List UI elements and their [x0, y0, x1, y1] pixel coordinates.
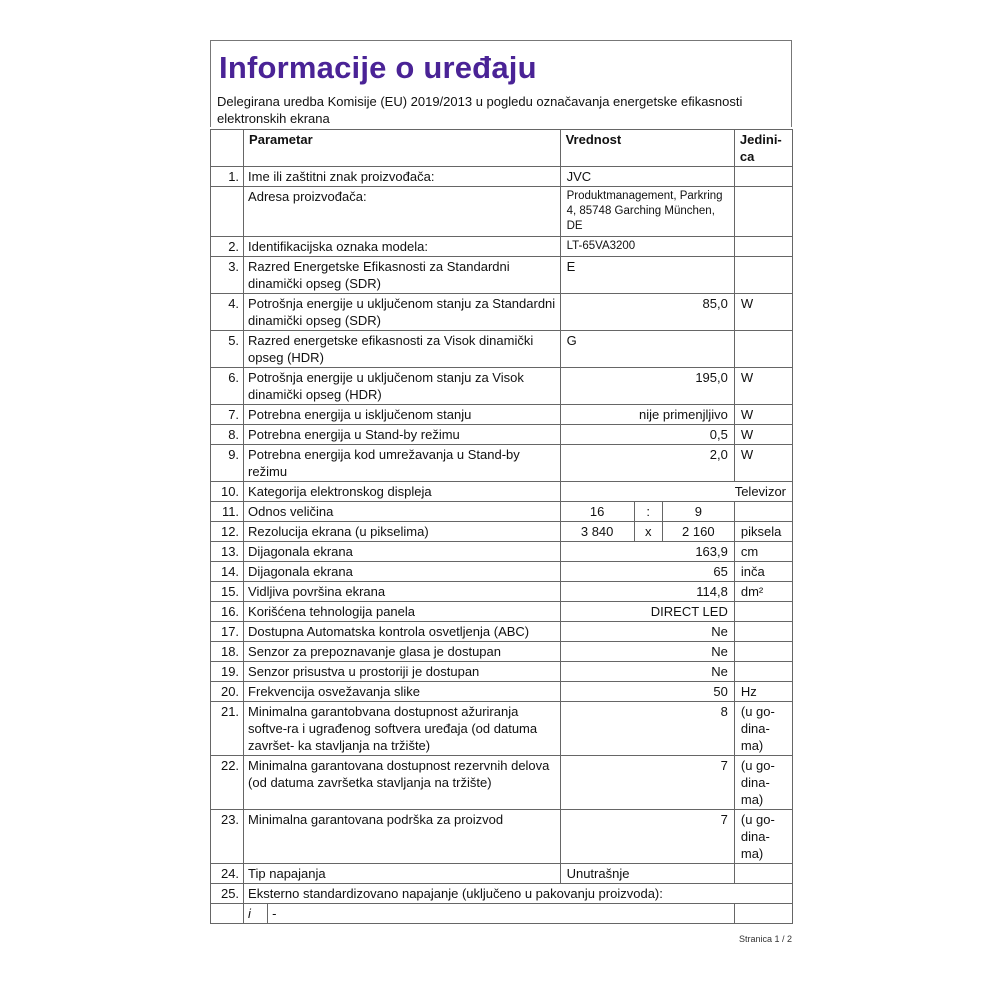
table-row: 1. Ime ili zaštitni znak proizvođača: JVC — [211, 167, 793, 187]
table-row: 6. Potrošnja energije u uključenom stanju za Visok dinamički opseg (HDR) 195,0 W — [211, 368, 793, 405]
table-row: 4. Potrošnja energije u uključenom stanju za Standardni dinamički opseg (SDR) 85,0 W — [211, 294, 793, 331]
table-row: 7. Potrebna energija u isključenom stanju nije primenjljivo W — [211, 405, 793, 425]
table-row: 21. Minimalna garantobvana dostupnost ažuriranja softve-ra i ugrađenog softvera uređaja (od datuma završet- ka stavljanja na tržište) 8 (u go-dina-ma) — [211, 702, 793, 756]
sheet-header — [210, 40, 792, 127]
table-row: 5. Razred energetske efikasnosti za Visok dinamički opseg (HDR) G — [211, 331, 793, 368]
table-row: Adresa proizvođača: Produktmanagement, Parkring 4, 85748 Garching München, DE — [211, 187, 793, 237]
table-row: 12. Rezolucija ekrana (u pikselima) 3 840 x 2 160 piksela — [211, 522, 793, 542]
table-row: 2. Identifikacijska oznaka modela: LT-65VA3200 — [211, 237, 793, 257]
page-number: Stranica 1 / 2 — [738, 934, 792, 944]
table-row: 25. Eksterno standardizovano napajanje (uključeno u pakovanju proizvoda): — [211, 884, 793, 904]
table-row: 9. Potrebna energija kod umrežavanja u Stand-by režimu 2,0 W — [211, 445, 793, 482]
page-title: Informacije o uređaju — [219, 50, 537, 85]
table-row: 10. Kategorija elektronskog displeja Televizor — [211, 482, 793, 502]
table-row: 13. Dijagonala ekrana 163,9 cm — [211, 542, 793, 562]
table-row: 11. Odnos veličina 16 : 9 — [211, 502, 793, 522]
table-row: 8. Potrebna energija u Stand-by režimu 0,5 W — [211, 425, 793, 445]
header-parameter: Parametar — [244, 130, 561, 167]
table-header-row — [211, 130, 793, 167]
table-row: 20. Frekvencija osvežavanja slike 50 Hz — [211, 682, 793, 702]
table-row: 24. Tip napajanja Unutrašnje — [211, 864, 793, 884]
product-info-sheet — [210, 40, 792, 924]
table-row: 17. Dostupna Automatska kontrola osvetljenja (ABC) Ne — [211, 622, 793, 642]
table-row: 14. Dijagonala ekrana 65 inča — [211, 562, 793, 582]
table-row: 22. Minimalna garantovana dostupnost rezervnih delova (od datuma završetka stavljanja na tržište) 7 (u go-dina-ma) — [211, 756, 793, 810]
header-value: Vrednost — [560, 130, 734, 167]
table-row: 16. Korišćena tehnologija panela DIRECT LED — [211, 602, 793, 622]
table-row: 3. Razred Energetske Efikasnosti za Standardni dinamički opseg (SDR) E — [211, 257, 793, 294]
page-subtitle: Delegirana uredba Komisije (EU) 2019/2013 u pogledu označavanja energetske efikasnosti elektronskih ekrana — [217, 94, 743, 126]
header-unit: Jedini-ca — [734, 130, 792, 167]
table-row: 23. Minimalna garantovana podrška za proizvod 7 (u go-dina-ma) — [211, 810, 793, 864]
parameter-table — [210, 129, 793, 924]
table-row: 15. Vidljiva površina ekrana 114,8 dm² — [211, 582, 793, 602]
table-row: 19. Senzor prisustva u prostoriji je dostupan Ne — [211, 662, 793, 682]
table-row: i - — [211, 904, 793, 924]
table-row: 18. Senzor za prepoznavanje glasa je dostupan Ne — [211, 642, 793, 662]
